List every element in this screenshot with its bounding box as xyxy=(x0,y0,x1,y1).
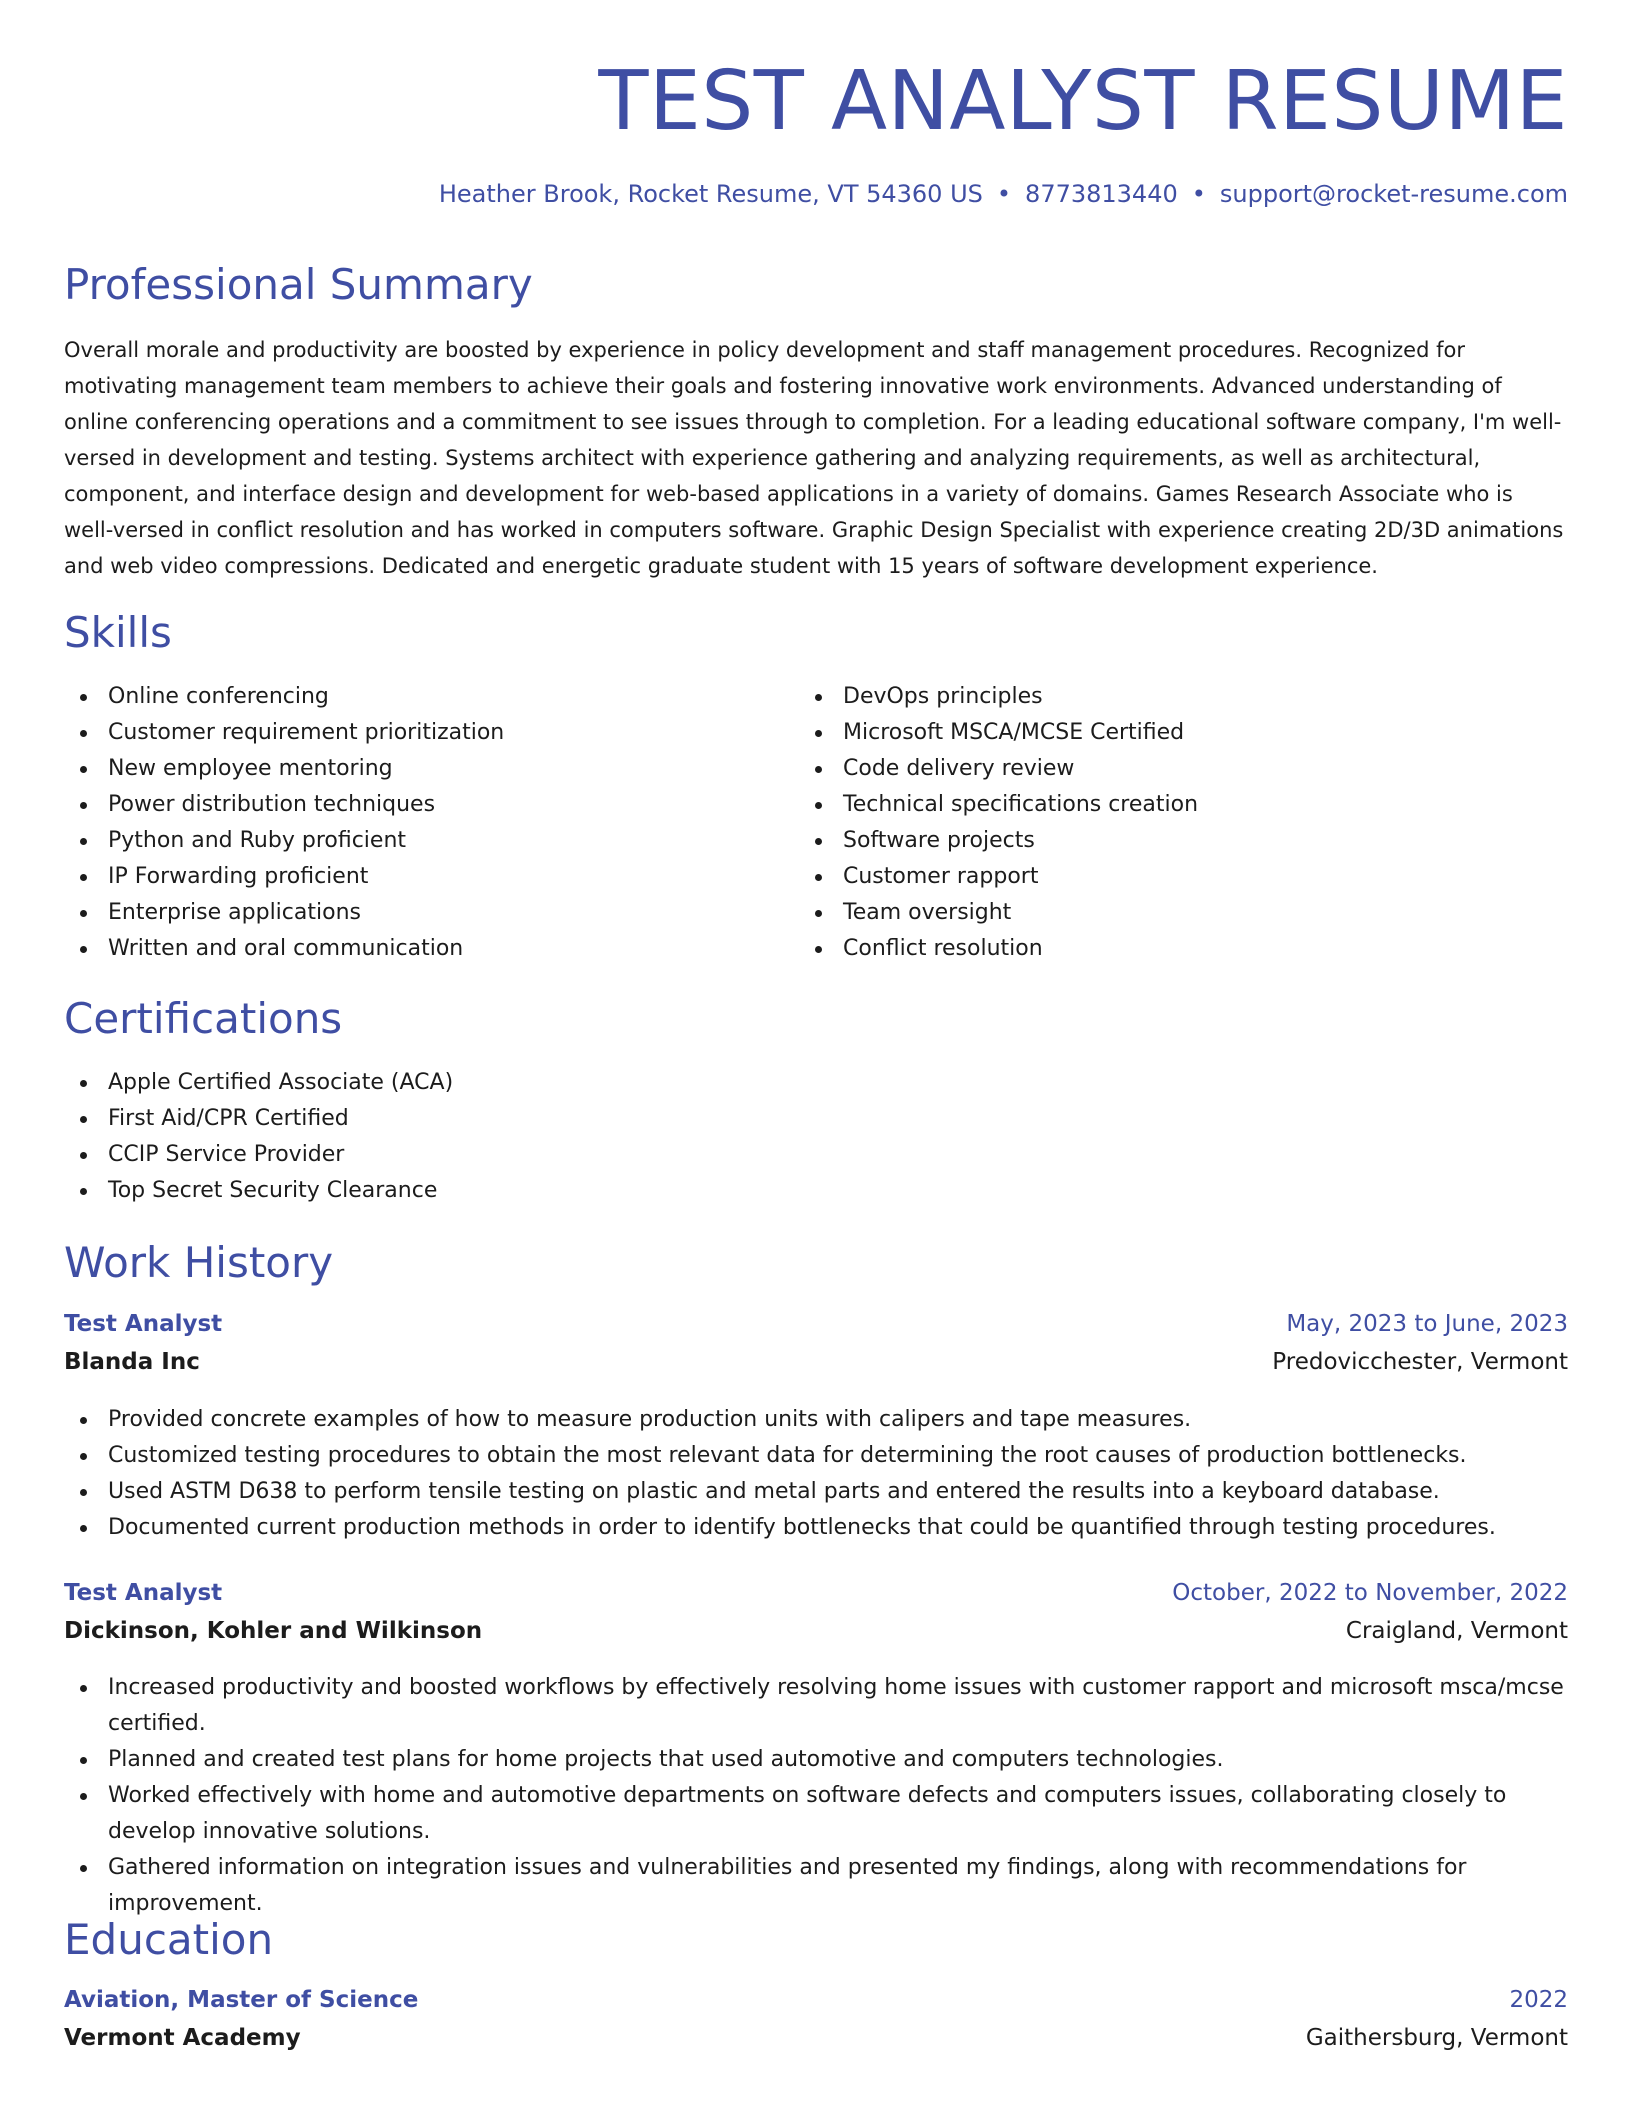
list-item: Online conferencing xyxy=(64,679,764,715)
education-school-row xyxy=(64,2025,1568,2051)
list-item: Technical specifications creation xyxy=(799,787,1499,823)
education-degree: Aviation, Master of Science xyxy=(64,1987,419,2013)
job-company-row xyxy=(64,1618,1568,1644)
list-item: Increased productivity and boosted workflows by effectively resolving home issues with customer rapport and microsoft msca/mcse certified. xyxy=(64,1670,1568,1742)
section-heading-work-history: Work History xyxy=(64,1238,334,1287)
list-item: Written and oral communication xyxy=(64,931,764,967)
job-company: Blanda Inc xyxy=(64,1349,200,1375)
job-location: Predovicchester, Vermont xyxy=(1272,1349,1568,1375)
job-title: Test Analyst xyxy=(64,1580,223,1606)
contact-address: Heather Brook, Rocket Resume, VT 54360 US xyxy=(438,180,983,208)
list-item: Top Secret Security Clearance xyxy=(64,1173,1464,1209)
list-item: Code delivery review xyxy=(799,751,1499,787)
contact-phone: 8773813440 xyxy=(1025,180,1178,208)
list-item: Customer requirement prioritization xyxy=(64,715,764,751)
list-item: Worked effectively with home and automotive departments on software defects and computers issues, collaborating closely to develop innovative solutions. xyxy=(64,1778,1568,1850)
skills-list-left xyxy=(64,679,764,967)
contact-separator: • xyxy=(1191,180,1206,208)
section-heading-skills: Skills xyxy=(64,608,172,657)
list-item: First Aid/CPR Certified xyxy=(64,1101,1464,1137)
list-item: Customized testing procedures to obtain the most relevant data for determining the root causes of production bottlenecks. xyxy=(64,1438,1568,1474)
list-item: Customer rapport xyxy=(799,859,1499,895)
list-item: Software projects xyxy=(799,823,1499,859)
list-item: Documented current production methods in order to identify bottlenecks that could be quantified through testing procedures. xyxy=(64,1510,1568,1546)
list-item: DevOps principles xyxy=(799,679,1499,715)
list-item: Gathered information on integration issues and vulnerabilities and presented my findings, along with recommendations for improvement. xyxy=(64,1850,1568,1922)
list-item: New employee mentoring xyxy=(64,751,764,787)
education-year: 2022 xyxy=(1509,1987,1568,2013)
job-company: Dickinson, Kohler and Wilkinson xyxy=(64,1618,483,1644)
list-item: Enterprise applications xyxy=(64,895,764,931)
section-heading-education: Education xyxy=(64,1915,274,1964)
list-item: Power distribution techniques xyxy=(64,787,764,823)
job-bullets xyxy=(64,1670,1568,1922)
education-location: Gaithersburg, Vermont xyxy=(1305,2025,1568,2051)
summary-text: Overall morale and productivity are boosted by experience in policy development and staff management procedures. Recognized for motivating management team members to achieve their goals and fostering innovative work environments. Advanced understanding of online conferencing operations and a commitment to see issues through to completion. For a leading educational software company, I'm well-versed in development and testing. Systems architect with experience gathering and analyzing requirements, as well as architectural, component, and interface design and development for web-based applications in a variety of domains. Games Research Associate who is well-versed in conflict resolution and has worked in computers software. Graphic Design Specialist with experience creating 2D/3D animations and web video compressions. Dedicated and energetic graduate student with 15 years of software development experience. xyxy=(64,338,1564,578)
education-header xyxy=(64,1987,1568,2013)
job-location: Craigland, Vermont xyxy=(1345,1618,1568,1644)
section-heading-certifications: Certifications xyxy=(64,994,343,1043)
list-item: CCIP Service Provider xyxy=(64,1137,1464,1173)
skills-list-right xyxy=(799,679,1499,967)
list-item: Team oversight xyxy=(799,895,1499,931)
resume-title: TEST ANALYST RESUME xyxy=(598,54,1568,149)
job-title: Test Analyst xyxy=(64,1311,223,1337)
list-item: Conflict resolution xyxy=(799,931,1499,967)
job-dates: October, 2022 to November, 2022 xyxy=(1172,1580,1568,1606)
job-dates: May, 2023 to June, 2023 xyxy=(1286,1311,1568,1337)
list-item: Apple Certified Associate (ACA) xyxy=(64,1065,1464,1101)
list-item: IP Forwarding proficient xyxy=(64,859,764,895)
list-item: Used ASTM D638 to perform tensile testing on plastic and metal parts and entered the results into a keyboard database. xyxy=(64,1474,1568,1510)
list-item: Planned and created test plans for home projects that used automotive and computers technologies. xyxy=(64,1742,1568,1778)
contact-separator: • xyxy=(996,180,1012,208)
job-bullets xyxy=(64,1402,1568,1546)
job-company-row xyxy=(64,1349,1568,1375)
list-item: Microsoft MSCA/MCSE Certified xyxy=(799,715,1499,751)
certifications-list xyxy=(64,1065,1464,1209)
section-heading-summary: Professional Summary xyxy=(64,260,533,309)
job-header xyxy=(64,1580,1568,1606)
list-item: Provided concrete examples of how to measure production units with calipers and tape measures. xyxy=(64,1402,1568,1438)
contact-line xyxy=(439,178,1568,210)
contact-email: support@rocket-resume.com xyxy=(1219,180,1568,208)
list-item: Python and Ruby proficient xyxy=(64,823,764,859)
job-header xyxy=(64,1311,1568,1337)
education-school: Vermont Academy xyxy=(64,2025,301,2051)
